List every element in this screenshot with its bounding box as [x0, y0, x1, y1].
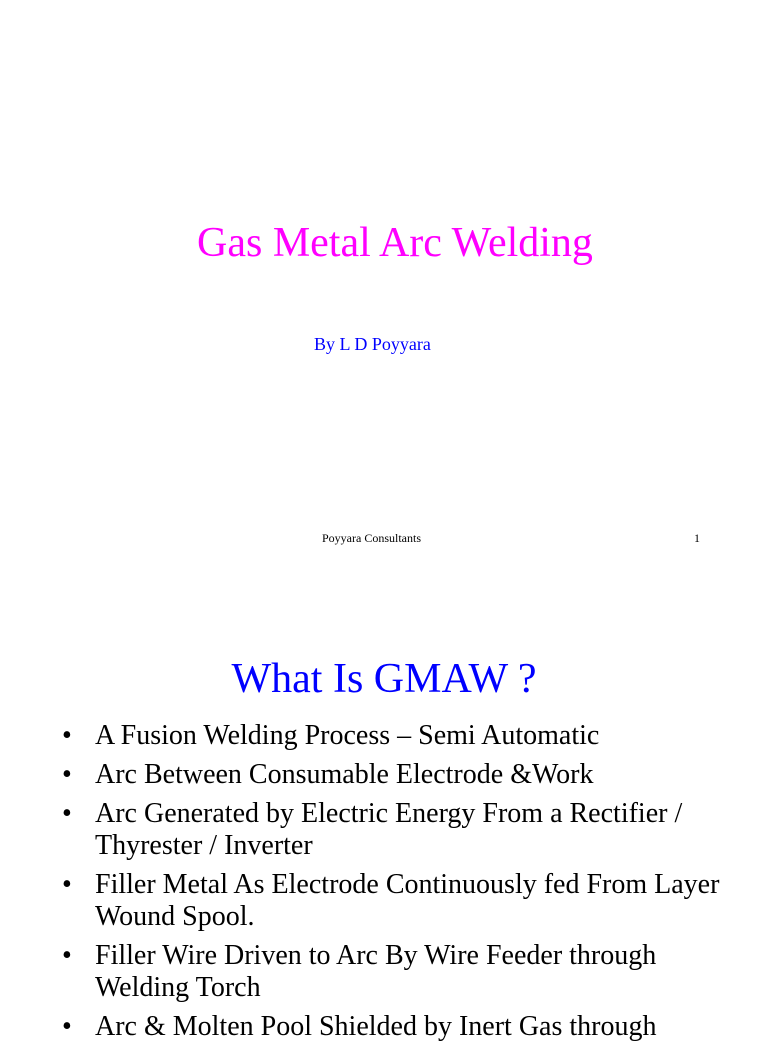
bullet-item — [56, 940, 756, 1004]
bullet-item — [56, 720, 756, 752]
bullet-icon: • — [62, 869, 72, 900]
bullet-icon: • — [62, 759, 72, 790]
slide-2 — [0, 576, 768, 1042]
bullet-icon: • — [62, 720, 72, 751]
bullet-text: Filler Wire Driven to Arc By Wire Feeder through Welding Torch — [95, 940, 657, 1003]
slide-title: What Is GMAW ? — [231, 656, 537, 702]
bullet-item — [56, 1011, 756, 1043]
bullet-icon: • — [62, 798, 72, 829]
bullet-list — [56, 720, 756, 1050]
slide-footer: Poyyara Consultants — [322, 531, 421, 545]
bullet-item — [56, 759, 756, 791]
slide-author: By L D Poyyara — [314, 334, 431, 354]
bullet-text: A Fusion Welding Process – Semi Automatic — [95, 720, 600, 751]
bullet-item — [56, 798, 756, 862]
bullet-item — [56, 869, 756, 933]
bullet-text: Arc Between Consumable Electrode &Work — [95, 759, 594, 790]
slide-page-number: 1 — [694, 531, 700, 545]
bullet-text: Arc & Molten Pool Shielded by Inert Gas through — [95, 1011, 657, 1042]
bullet-text: Arc Generated by Electric Energy From a Rectifier / Thyrester / Inverter — [95, 798, 683, 861]
bullet-text: Filler Metal As Electrode Continuously fed From Layer Wound Spool. — [95, 869, 720, 932]
slide-title: Gas Metal Arc Welding — [197, 220, 593, 266]
bullet-icon: • — [62, 1011, 72, 1042]
bullet-icon: • — [62, 940, 72, 971]
